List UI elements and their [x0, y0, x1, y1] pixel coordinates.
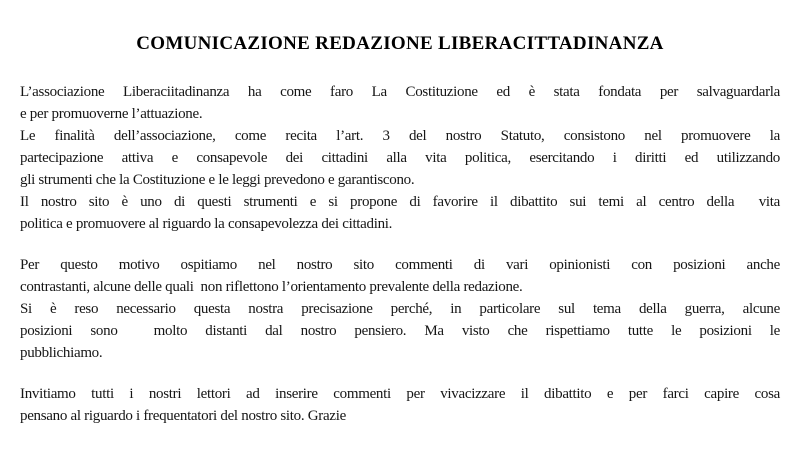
text-line: L’associazione Liberaciitadinanza ha come faro La Costituzione ed è stata fondata per salvaguardarla — [20, 84, 780, 100]
text-line: partecipazione attiva e consapevole dei cittadini alla vita politica, esercitando i diritti ed utilizzando — [20, 150, 780, 166]
text-line: Il nostro sito è uno di questi strumenti e si propone di favorire il dibattito sui temi al centro della vita — [20, 194, 780, 210]
text-line: e per promuoverne l’attuazione. — [20, 106, 203, 122]
text-line: Si è reso necessario questa nostra precisazione perché, in particolare sul tema della guerra, alcune — [20, 301, 780, 317]
document-body — [20, 81, 780, 427]
text-line: gli strumenti che la Costituzione e le leggi prevedono e garantiscono. — [20, 172, 415, 188]
text-line: Le finalità dell’associazione, come recita l’art. 3 del nostro Statuto, consistono nel promuovere la — [20, 128, 780, 144]
document-title: COMUNICAZIONE REDAZIONE LIBERACITTADINANZA — [136, 33, 664, 54]
text-line: Per questo motivo ospitiamo nel nostro sito commenti di vari opinionisti con posizioni anche — [20, 257, 780, 273]
text-line: posizioni sono molto distanti dal nostro pensiero. Ma visto che rispettiamo tutte le posizioni le — [20, 323, 780, 339]
text-line: contrastanti, alcune delle quali non riflettono l’orientamento prevalente della redazione. — [20, 279, 523, 295]
paragraph-invito — [20, 383, 780, 427]
text-line: pubblichiamo. — [20, 345, 103, 361]
text-line: pensano al riguardo i frequentatori del nostro sito. Grazie — [20, 408, 346, 424]
paragraph-precisazione — [20, 254, 780, 364]
text-line: politica e promuovere al riguardo la consapevolezza dei cittadini. — [20, 216, 393, 232]
paragraph-intro — [20, 81, 780, 235]
text-line: Invitiamo tutti i nostri lettori ad inserire commenti per vivacizzare il dibattito e per farci capire cosa — [20, 386, 780, 402]
